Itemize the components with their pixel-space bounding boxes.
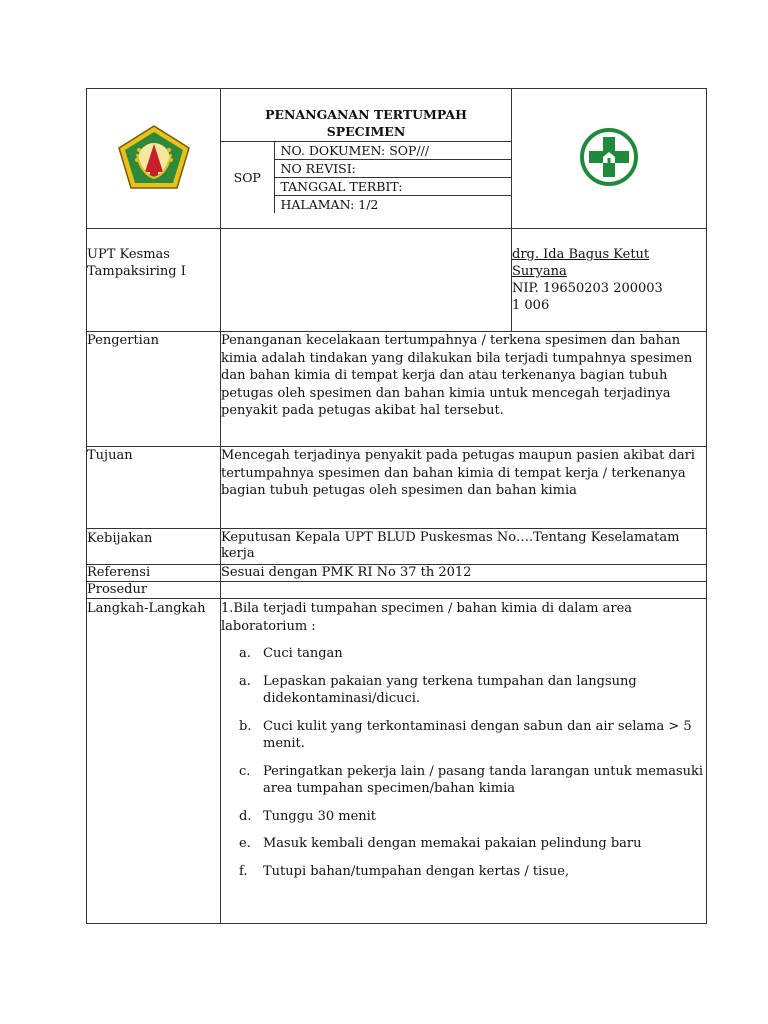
- no-revisi: NO REVISI:: [274, 160, 511, 178]
- nip-line-1: NIP. 19650203 200003: [512, 281, 663, 296]
- step-text: Peringatkan pekerja lain / pasang tanda larangan untuk memasuki area tumpahan specimen/bahan kimia: [263, 763, 704, 796]
- halaman: HALAMAN: 1/2: [274, 196, 511, 214]
- prosedur-label: Prosedur: [87, 582, 221, 599]
- tujuan-text: Mencegah terjadinya penyakit pada petugas maupun pasien akibat dari tertumpahnya spesimen dan bahan kimia di tempat kerja / terkenanya bagian tubuh petugas oleh spesimen dan bahan kimia: [221, 447, 707, 529]
- step-marker: c.: [239, 763, 251, 779]
- puskesmas-logo-cell: [512, 89, 707, 229]
- step-text: Tunggu 30 menit: [263, 808, 377, 824]
- steps-list: [221, 645, 706, 880]
- nip-line-2: 1 006: [512, 298, 550, 313]
- sop-label: SOP: [221, 142, 274, 214]
- pengertian-row: [87, 332, 707, 447]
- list-item: [221, 808, 706, 826]
- langkah-content: [221, 599, 707, 924]
- signer-name-line-2: Suryana: [512, 264, 567, 279]
- step-marker: e.: [239, 836, 251, 851]
- title-line-2: SPECIMEN: [326, 124, 406, 139]
- step-marker: b.: [239, 718, 252, 734]
- regency-logo-cell: [87, 89, 221, 229]
- langkah-row: [87, 599, 707, 924]
- step-text: Tutupi bahan/tumpahan dengan kertas / tisue,: [263, 863, 570, 879]
- header-row: [87, 89, 707, 229]
- pengertian-text: Penanganan kecelakaan tertumpahnya / terkena spesimen dan bahan kimia adalah tindakan yang dilakukan bila terjadi tumpahnya spesimen dan bahan kimia di tempat kerja dan atau terkenanya bagian tubuh petugas oleh spesimen dan bahan kimia untuk mencegah terjadinya penyakit pada petugas akibat hal tersebut.: [221, 332, 707, 447]
- sop-table: [86, 88, 707, 924]
- kebijakan-label: Kebijakan: [87, 529, 221, 565]
- step-text: Cuci tangan: [263, 646, 343, 661]
- list-item: [221, 718, 706, 753]
- step-marker: d.: [239, 808, 252, 824]
- list-item: [221, 673, 706, 708]
- tujuan-label: Tujuan: [87, 447, 221, 529]
- org-row: [87, 229, 707, 332]
- prosedur-row: [87, 582, 707, 599]
- org-empty-cell: [221, 229, 512, 332]
- list-item: [221, 763, 706, 798]
- prosedur-empty: [221, 582, 707, 599]
- kebijakan-text: Keputusan Kepala UPT BLUD Puskesmas No….Tentang Keselamatam kerja: [221, 529, 707, 565]
- referensi-row: [87, 565, 707, 582]
- regency-emblem-icon: [117, 124, 191, 190]
- org-name-line-1: UPT Kesmas: [87, 247, 170, 262]
- puskesmas-logo-icon: [579, 127, 639, 187]
- title-line-1: PENANGANAN TERTUMPAH: [265, 107, 467, 122]
- org-name: [87, 229, 221, 332]
- document-title: [221, 89, 511, 141]
- step-marker: a.: [239, 646, 251, 661]
- signer-block: [512, 229, 707, 332]
- list-item: [221, 863, 706, 881]
- step-marker: a.: [239, 673, 251, 689]
- no-dokumen: NO. DOKUMEN: SOP///: [274, 142, 511, 160]
- step-marker: f.: [239, 863, 248, 879]
- tanggal-terbit: TANGGAL TERBIT:: [274, 178, 511, 196]
- step-text: Cuci kulit yang terkontaminasi dengan sabun dan air selama > 5 menit.: [263, 718, 692, 751]
- org-name-line-2: Tampaksiring I: [87, 264, 186, 279]
- referensi-text: Sesuai dengan PMK RI No 37 th 2012: [221, 565, 707, 582]
- list-item: [221, 835, 706, 853]
- langkah-label: Langkah-Langkah: [87, 599, 221, 924]
- pengertian-label: Pengertian: [87, 332, 221, 447]
- signer-name-line-1: drg. Ida Bagus Ketut: [512, 247, 650, 262]
- kebijakan-row: [87, 529, 707, 565]
- tujuan-row: [87, 447, 707, 529]
- step-text: Lepaskan pakaian yang terkena tumpahan dan langsung didekontaminasi/dicuci.: [263, 673, 637, 706]
- referensi-label: Referensi: [87, 565, 221, 582]
- langkah-intro: 1.Bila terjadi tumpahan specimen / bahan kimia di dalam area laboratorium :: [221, 601, 633, 634]
- list-item: [221, 645, 706, 663]
- title-cell: [221, 89, 512, 229]
- sop-document: [86, 88, 706, 924]
- sop-meta-table: [221, 141, 511, 213]
- step-text: Masuk kembali dengan memakai pakaian pelindung baru: [263, 836, 642, 851]
